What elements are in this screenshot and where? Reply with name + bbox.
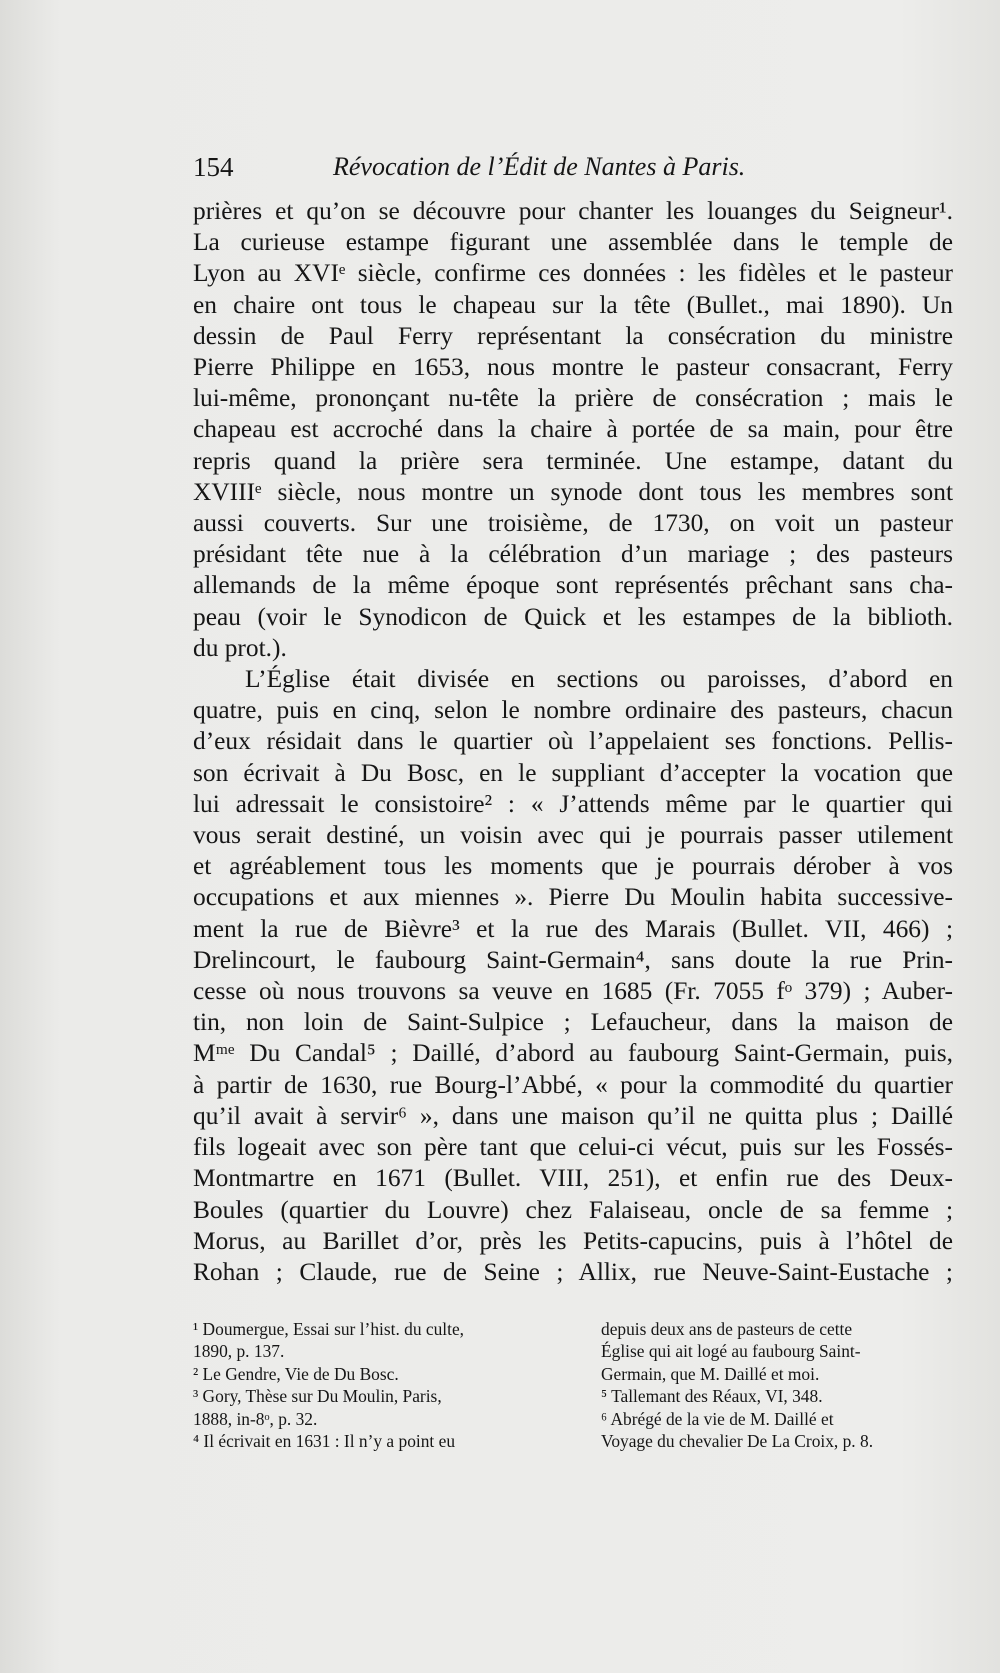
body-line: La curieuse estampe figurant une assemblée dans le temple de (193, 228, 953, 257)
footnotes-left-column (193, 1318, 573, 1452)
body-line: lui adressait le consistoire² : « J’attends même par le quartier qui (193, 789, 953, 818)
body-line: XVIIIᵉ siècle, nous montre un synode dont tous les membres sont (193, 477, 953, 506)
body-line: L’Église était divisée en sections ou paroisses, d’abord en (245, 665, 953, 694)
footnote-line: Église qui ait logé au faubourg Saint- (601, 1341, 861, 1362)
body-line: Morus, au Barillet d’or, près les Petits-capucins, puis à l’hôtel de (193, 1226, 953, 1255)
body-line: présidant tête nue à la célébration d’un mariage ; des pasteurs (193, 540, 953, 569)
body-line: à partir de 1630, rue Bourg-l’Abbé, « pour la commodité du quartier (193, 1070, 953, 1099)
footnote-line: 1890, p. 137. (193, 1341, 285, 1362)
body-line: Boules (quartier du Louvre) chez Falaiseau, oncle de sa femme ; (193, 1195, 953, 1224)
footnote-line: Voyage du chevalier De La Croix, p. 8. (601, 1431, 874, 1452)
body-line: Drelincourt, le faubourg Saint-Germain⁴, sans doute la rue Prin- (193, 945, 953, 974)
footnote-line: ⁴ Il écrivait en 1631 : Il n’y a point eu (193, 1431, 456, 1452)
body-line: Mᵐᵉ Du Candal⁵ ; Daillé, d’abord au faubourg Saint-Germain, puis, (193, 1039, 953, 1068)
body-line: occupations et aux miennes ». Pierre Du Moulin habita successive- (193, 883, 953, 912)
body-line: en chaire ont tous le chapeau sur la tête (Bullet., mai 1890). Un (193, 290, 953, 319)
body-line: tin, non loin de Saint-Sulpice ; Lefaucheur, dans la maison de (193, 1008, 953, 1037)
footnote-line: depuis deux ans de pasteurs de cette (601, 1319, 853, 1339)
body-line: Pierre Philippe en 1653, nous montre le pasteur consacrant, Ferry (193, 353, 953, 382)
body-line: allemands de la même époque sont représentés prêchant sans cha- (193, 571, 953, 600)
body-text (193, 196, 953, 1288)
footnote-line: ² Le Gendre, Vie de Du Bosc. (193, 1363, 399, 1384)
footnotes-right-column (601, 1318, 951, 1452)
body-line: qu’il avait à servir⁶ », dans une maison qu’il ne quitta plus ; Daillé (193, 1101, 953, 1130)
body-line: chapeau est accroché dans la chaire à portée de sa main, pour être (193, 415, 953, 444)
footnote-line: ¹ Doumergue, Essai sur l’hist. du culte, (193, 1319, 465, 1339)
body-line: dessin de Paul Ferry représentant la consécration du ministre (193, 321, 953, 350)
body-line: Rohan ; Claude, rue de Seine ; Allix, rue Neuve-Saint-Eustache ; (193, 1257, 953, 1286)
footnotes (193, 1318, 953, 1458)
footnote-line: ⁵ Tallemant des Réaux, VI, 348. (601, 1386, 823, 1407)
footnote-line: ⁶ Abrégé de la vie de M. Daillé et (601, 1408, 834, 1429)
body-line: ment la rue de Bièvre³ et la rue des Marais (Bullet. VII, 466) ; (193, 914, 953, 943)
body-line: prières et qu’on se découvre pour chanter les louanges du Seigneur¹. (193, 197, 953, 225)
running-title: Révocation de l’Édit de Nantes à Paris. (333, 152, 746, 181)
footnote-line: Germain, que M. Daillé et moi. (601, 1363, 820, 1384)
footnote-line: 1888, in-8ᵒ, p. 32. (193, 1408, 318, 1429)
body-line: quatre, puis en cinq, selon le nombre ordinaire des pasteurs, chacun (193, 696, 953, 725)
body-line: repris quand la prière sera terminée. Une estampe, datant du (193, 446, 953, 475)
body-line: du prot.). (193, 633, 287, 662)
body-line: cesse où nous trouvons sa veuve en 1685 (Fr. 7055 fᵒ 379) ; Auber- (193, 977, 953, 1006)
body-line: et agréablement tous les moments que je pourrais dérober à vos (193, 852, 953, 881)
body-line: son écrivait à Du Bosc, en le suppliant d’accepter la vocation que (193, 758, 953, 787)
body-line: Lyon au XVIᵉ siècle, confirme ces données : les fidèles et le pasteur (193, 259, 953, 288)
body-line: Montmartre en 1671 (Bullet. VIII, 251), et enfin rue des Deux- (193, 1164, 953, 1193)
body-line: d’eux résidait dans le quartier où l’appelaient ses fonctions. Pellis- (193, 727, 953, 756)
body-line: peau (voir le Synodicon de Quick et les estampes de la biblioth. (193, 602, 953, 631)
page-number: 154 (193, 152, 234, 182)
body-line: lui-même, prononçant nu-tête la prière de consécration ; mais le (193, 384, 953, 413)
footnote-line: ³ Gory, Thèse sur Du Moulin, Paris, (193, 1386, 442, 1407)
body-line: fils logeait avec son père tant que celui-ci vécut, puis sur les Fossés- (193, 1133, 953, 1162)
body-line: aussi couverts. Sur une troisième, de 1730, on voit un pasteur (193, 509, 953, 538)
body-line: vous serait destiné, un voisin avec qui je pourrais passer utilement (193, 821, 953, 850)
page-header (193, 152, 798, 192)
